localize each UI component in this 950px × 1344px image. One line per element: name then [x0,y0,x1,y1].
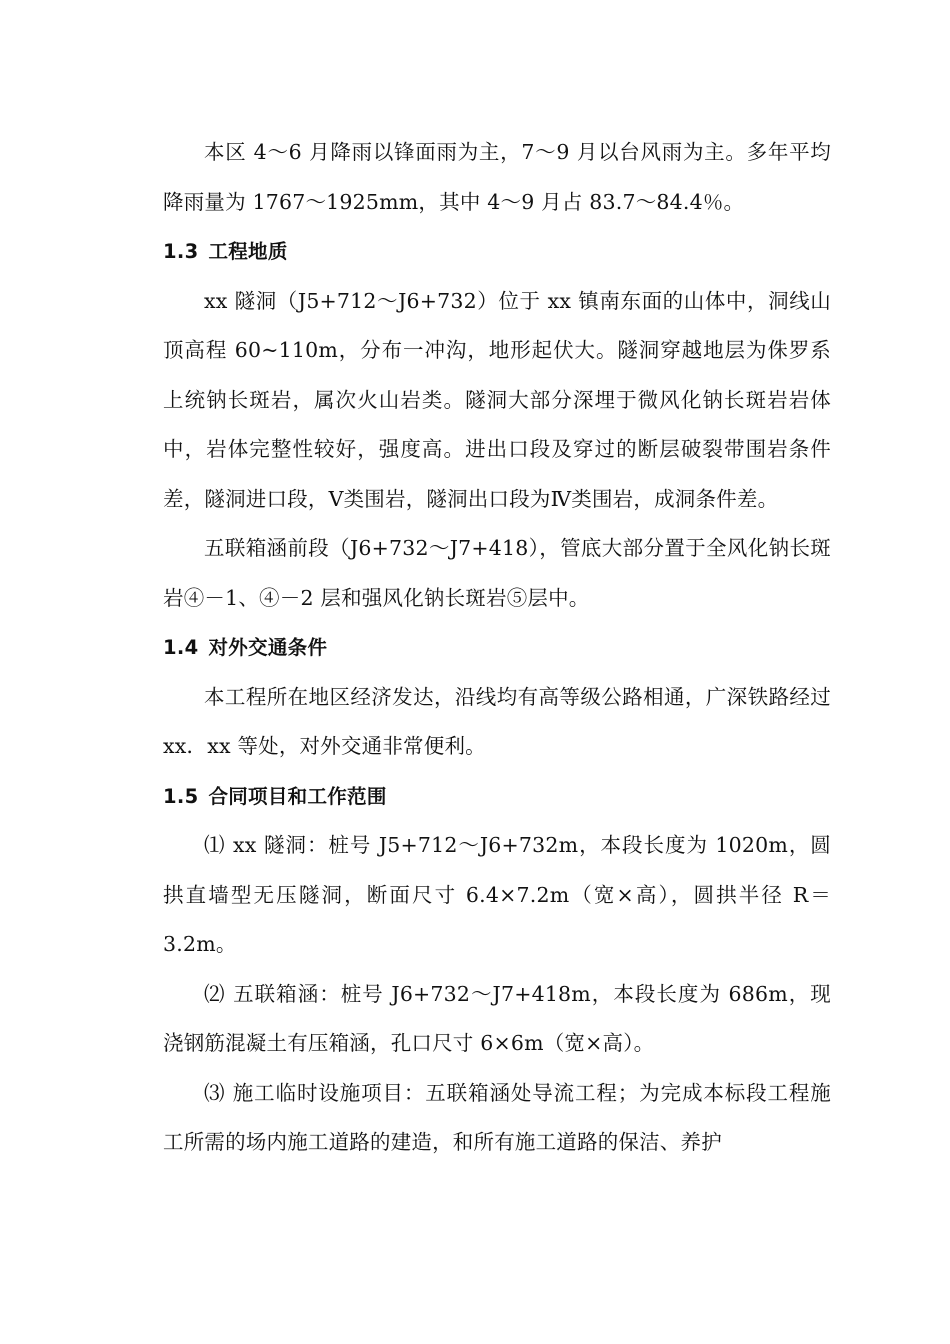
paragraph-item-2-culvert: ⑵ 五联箱涵：桩号 J6+732～J7+418m，本段长度为 686m，现浇钢筋混凝土有压箱涵，孔口尺寸 6×6m（宽×高）。 [163,981,831,1055]
section-title: 对外交通条件 [208,636,328,659]
paragraph-item-1-tunnel: ⑴ xx 隧洞：桩号 J5+712～J6+732m，本段长度为 1020m，圆拱直墙型无压隧洞，断面尺寸 6.4×7.2m（宽×高），圆拱半径 R＝3.2m。 [163,833,831,956]
section-number: 1.5 [163,784,199,808]
paragraph-rainfall: 本区 4～6 月降雨以锋面雨为主，7～9 月以台风雨为主。多年平均降雨量为 1767～1925mm，其中 4～9 月占 83.7～84.4％。 [163,140,831,214]
section-heading-transport [163,623,831,673]
paragraph-tunnel-geology: xx 隧洞（J5+712～J6+732）位于 xx 镇南东面的山体中，洞线山顶高程 60~110m，分布一冲沟，地形起伏大。隧洞穿越地层为侏罗系上统钠长斑岩，属次火山岩类。隧洞大部分深埋于微风化钠长斑岩岩体中，岩体完整性较好，强度高。进出口段及穿过的断层破裂带围岩条件差，隧洞进口段，Ⅴ类围岩，隧洞出口段为Ⅳ类围岩，成洞条件差。 [163,288,831,511]
paragraph-item-3-temporary-works: ⑶ 施工临时设施项目：五联箱涵处导流工程；为完成本标段工程施工所需的场内施工道路的建造，和所有施工道路的保洁、养护 [163,1080,831,1154]
document-page [163,128,831,1168]
paragraph-transport: 本工程所在地区经济发达，沿线均有高等级公路相通，广深铁路经过 xx．xx 等处，对外交通非常便利。 [163,684,831,758]
section-title: 工程地质 [208,240,288,263]
section-number: 1.4 [163,636,199,659]
section-title: 合同项目和工作范围 [208,784,387,808]
section-heading-contract-scope [163,772,831,822]
section-heading-geology [163,227,831,277]
section-number: 1.3 [163,240,199,263]
paragraph-culvert-geology: 五联箱涵前段（J6+732～J7+418），管底大部分置于全风化钠长斑岩④－1、④－2 层和强风化钠长斑岩⑤层中。 [163,536,831,610]
